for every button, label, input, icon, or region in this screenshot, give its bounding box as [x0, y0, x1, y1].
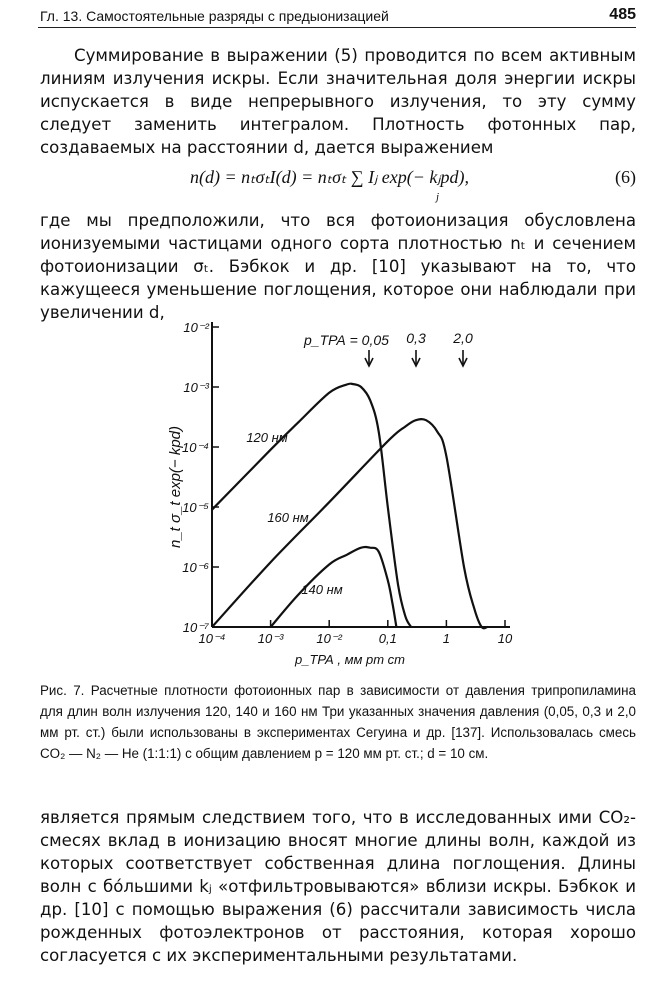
x-tick-label: 1 [442, 631, 451, 646]
series-label: 120 нм [246, 430, 288, 445]
x-tick-label: 10⁻⁴ [198, 631, 226, 646]
series-label: 160 нм [267, 510, 309, 525]
equation-6 [190, 163, 636, 207]
page-number: 485 [609, 6, 636, 23]
x-tick-label: 10⁻² [316, 631, 343, 646]
paragraph-2: где мы предположили, что вся фотоионизация обусловлена ионизуемыми частицами одного сорта плотностью nₜ и сечением фотоионизации σₜ. Бэбкок и др. [10] указывают на то, что кажущееся уменьшение поглощения, которое они наблюдали при увеличении d, [40, 211, 636, 322]
figure-caption: Рис. 7. Расчетные плотности фотоионных пар в зависимости от давления трипропиламина для длин волн излучения 120, 140 и 160 нм Три указанных значения давления (0,05, 0,3 и 2,0 мм рт. ст.) были использованы в экспериментах Сегуина и др. [137]. Использовалась смесь CO₂ — N₂ — He (1:1:1) с общим давлением p = 120 мм рт. ст.; d = 10 см. [40, 683, 636, 761]
series-line-2 [212, 419, 487, 628]
series-label: 140 нм [301, 582, 343, 597]
equation-expression: n(d) = nₜσₜI(d) = nₜσₜ ∑ Iⱼ exp(− kⱼpd), [190, 167, 469, 187]
chart-annotations [303, 330, 473, 366]
y-tick-label: 10⁻⁶ [182, 560, 209, 575]
paragraph-3: является прямым следствием того, что в исследованных ими CO₂-смесях вклад в ионизацию вносят многие длины волн, каждой из которых соответствует собственная длина поглощения. Длины волн с бо́льшими kⱼ «отфильтровываются» вблизи искры. Бэбкок и др. [10] с помощью выражения (6) рассчитали зависимость числа рожденных фотоэлектронов от расстояния, которая хорошо согласуется с их экспериментальными результатами. [40, 808, 636, 965]
y-tick-label: 10⁻⁷ [182, 620, 209, 635]
paragraph-1: Суммирование в выражении (5) проводится по всем активным линиям излучения искры. Если значительная доля энергии искры испускается в виде непрерывного излучения, то эту сумму следует заменить интегралом. Плотность фотонных пар, создаваемых на расстоянии d, дается выражением [40, 46, 636, 157]
x-tick-label: 10 [497, 631, 513, 646]
chart-axes [167, 322, 510, 667]
pressure-label: p_ТРА = 0,05 [304, 332, 389, 348]
x-tick-label: 0,1 [378, 631, 397, 646]
y-tick-label: 10⁻⁵ [182, 500, 209, 515]
running-title: Гл. 13. Самостоятельные разряды с предыонизацией [40, 8, 389, 24]
figure-7-chart [150, 312, 530, 674]
y-tick-label: 10⁻⁴ [182, 440, 209, 455]
y-tick-label: 10⁻² [183, 320, 209, 335]
pressure-marker-label: 0,3 [406, 330, 426, 346]
sum-index: j [436, 191, 440, 203]
y-axis-label: n_t σ_t exp(− kpd) [167, 425, 184, 549]
x-tick-label: 10⁻³ [257, 631, 284, 646]
x-axis-label: p_ТРА , мм рт ст [295, 652, 405, 667]
pressure-marker-label: 2,0 [453, 330, 473, 346]
chart-curves [212, 384, 487, 629]
equation-number: (6) [615, 167, 636, 187]
y-tick-label: 10⁻³ [183, 380, 209, 395]
header-rule [38, 27, 636, 28]
running-header [40, 4, 636, 26]
